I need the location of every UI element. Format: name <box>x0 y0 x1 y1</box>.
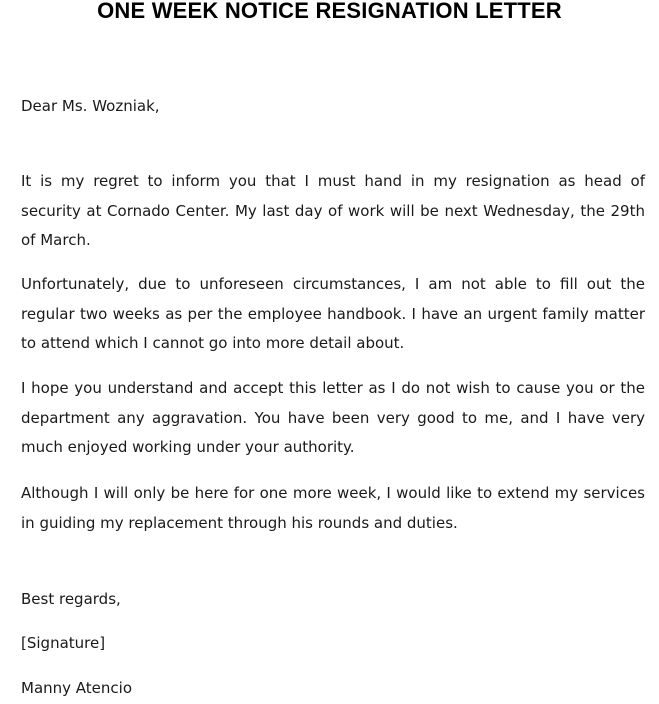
sender-name: Manny Atencio <box>21 679 132 697</box>
paragraph-resignation-notice: It is my regret to inform you that I must hand in my resignation as head of security at Cornado Center. My last day of work will be next Wednesday, the 29th of March. <box>21 172 645 249</box>
paragraph-circumstances: Unfortunately, due to unforeseen circumstances, I am not able to fill out the regular two weeks as per the employee handbook. I have an urgent family matter to attend which I cannot go into more detail about. <box>21 275 645 352</box>
closing: Best regards, <box>21 590 121 608</box>
paragraph-transition-offer: Although I will only be here for one more week, I would like to extend my services in guiding my replacement through his rounds and duties. <box>21 484 645 532</box>
salutation: Dear Ms. Wozniak, <box>21 97 160 115</box>
signature-placeholder: [Signature] <box>21 634 106 652</box>
letter-title: ONE WEEK NOTICE RESIGNATION LETTER <box>97 0 562 23</box>
paragraph-appreciation: I hope you understand and accept this letter as I do not wish to cause you or the department any aggravation. You have been very good to me, and I have very much enjoyed working under your authority. <box>21 379 645 456</box>
